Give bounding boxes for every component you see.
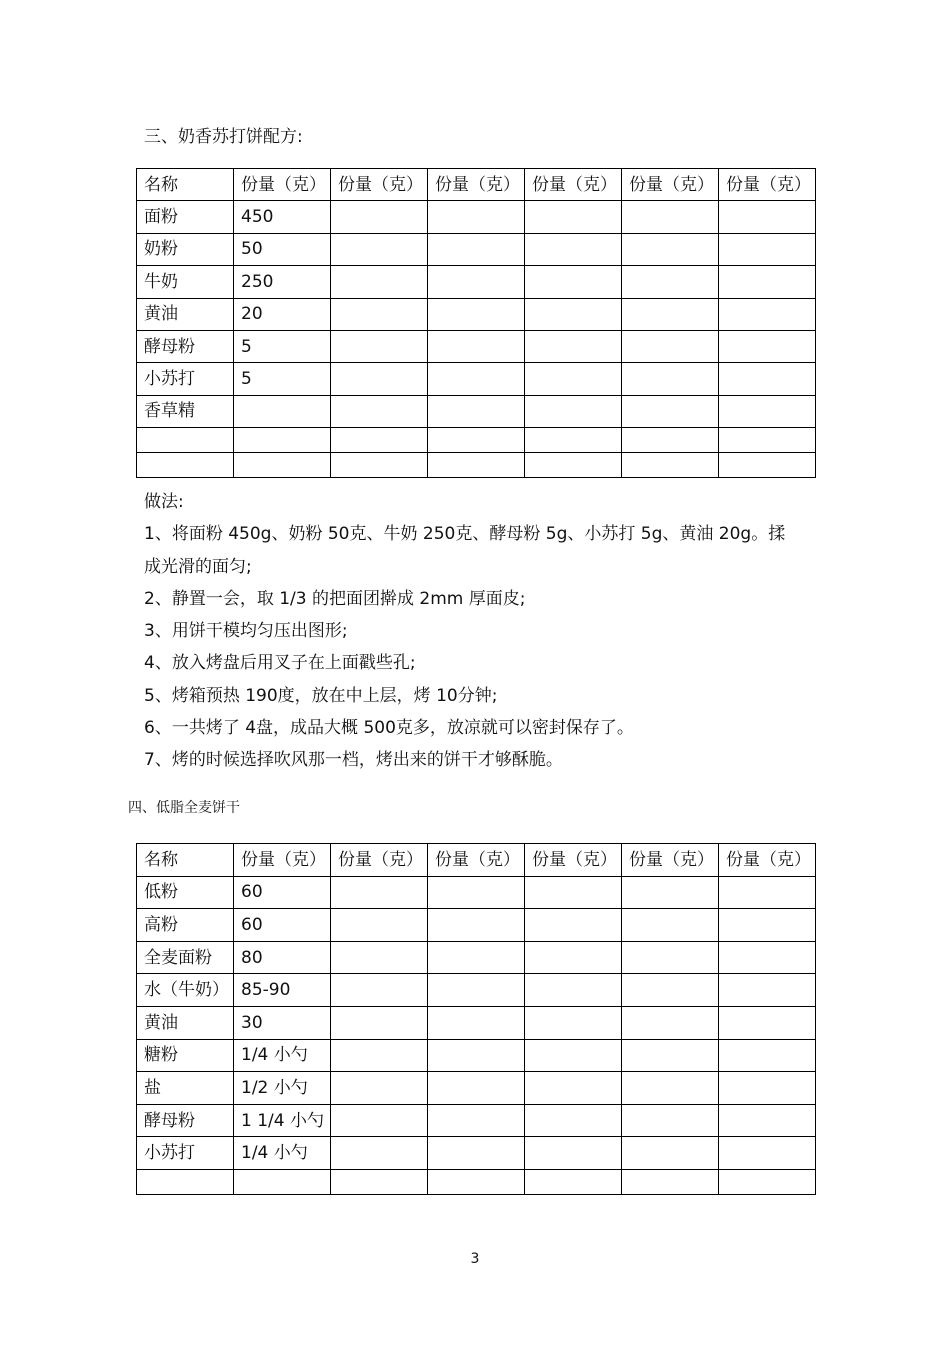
header-amount: 份量（克） [234, 169, 331, 201]
ingredient-name: 小苏打 [137, 1137, 234, 1170]
table-row [137, 1006, 816, 1039]
ingredient-name: 酵母粉 [137, 1104, 234, 1137]
table-row [137, 1072, 816, 1105]
table-row-empty [137, 428, 816, 453]
ingredient-amount: 85-90 [234, 974, 331, 1007]
table-row [137, 1039, 816, 1072]
ingredient-name: 香草精 [137, 395, 234, 427]
ingredient-amount: 1/2 小勺 [234, 1072, 331, 1105]
table-row [137, 1137, 816, 1170]
header-amount: 份量（克） [719, 169, 816, 201]
table-row [137, 201, 816, 233]
ingredient-name: 低粉 [137, 876, 234, 909]
method-step: 6、一共烤了 4盘，成品大概 500克多，放凉就可以密封保存了。 [144, 718, 634, 739]
header-amount: 份量（克） [331, 844, 428, 877]
ingredient-amount: 5 [234, 363, 331, 395]
ingredient-name: 盐 [137, 1072, 234, 1105]
ingredient-amount: 60 [234, 909, 331, 942]
table-header-row [137, 844, 816, 877]
ingredient-name: 酵母粉 [137, 330, 234, 362]
method-title: 做法: [144, 492, 184, 512]
ingredient-amount: 50 [234, 233, 331, 265]
header-name: 名称 [137, 844, 234, 877]
ingredient-name: 全麦面粉 [137, 941, 234, 974]
ingredient-amount: 250 [234, 266, 331, 298]
table-row [137, 330, 816, 362]
header-amount: 份量（克） [622, 169, 719, 201]
recipe-table-whole-wheat-biscuit [136, 843, 816, 1195]
header-amount: 份量（克） [428, 169, 525, 201]
ingredient-name: 黄油 [137, 1006, 234, 1039]
ingredient-amount: 5 [234, 330, 331, 362]
table-row [137, 233, 816, 265]
ingredient-name: 面粉 [137, 201, 234, 233]
header-amount: 份量（克） [622, 844, 719, 877]
method-section [144, 486, 814, 777]
method-step: 成光滑的面匀; [144, 556, 252, 577]
table-row [137, 941, 816, 974]
table-row [137, 298, 816, 330]
section3-title: 三、奶香苏打饼配方: [144, 127, 303, 147]
table-row [137, 974, 816, 1007]
ingredient-name: 水（牛奶） [137, 974, 234, 1007]
section4-title: 四、低脂全麦饼干 [128, 800, 240, 816]
ingredient-amount: 450 [234, 201, 331, 233]
ingredient-amount: 30 [234, 1006, 331, 1039]
recipe-table-soda-cracker [136, 168, 816, 478]
table-row [137, 395, 816, 427]
table-row-empty [137, 1169, 816, 1194]
table-row [137, 1104, 816, 1137]
ingredient-name: 糖粉 [137, 1039, 234, 1072]
ingredient-name: 牛奶 [137, 266, 234, 298]
method-step: 2、静置一会，取 1/3 的把面团擀成 2mm 厚面皮; [144, 588, 526, 609]
table-row [137, 266, 816, 298]
method-step: 5、烤箱预热 190度，放在中上层，烤 10分钟; [144, 685, 498, 706]
header-amount: 份量（克） [428, 844, 525, 877]
header-name: 名称 [137, 169, 234, 201]
ingredient-amount: 1/4 小勺 [234, 1137, 331, 1170]
table-row [137, 363, 816, 395]
page-number: 3 [470, 1251, 480, 1267]
table-row [137, 909, 816, 942]
method-step: 3、用饼干模均匀压出图形; [144, 621, 348, 642]
header-amount: 份量（克） [525, 169, 622, 201]
ingredient-amount: 1 1/4 小勺 [234, 1104, 331, 1137]
ingredient-amount: 1/4 小勺 [234, 1039, 331, 1072]
ingredient-amount: 80 [234, 941, 331, 974]
header-amount: 份量（克） [719, 844, 816, 877]
method-step: 4、放入烤盘后用叉子在上面戳些孔; [144, 653, 416, 674]
ingredient-name: 黄油 [137, 298, 234, 330]
ingredient-amount: 60 [234, 876, 331, 909]
ingredient-amount: 20 [234, 298, 331, 330]
ingredient-name: 高粉 [137, 909, 234, 942]
ingredient-name: 奶粉 [137, 233, 234, 265]
ingredient-name: 小苏打 [137, 363, 234, 395]
method-step: 1、将面粉 450g、奶粉 50克、牛奶 250克、酵母粉 5g、小苏打 5g、黄油 20g。揉 [144, 524, 786, 545]
table-row-empty [137, 453, 816, 478]
header-amount: 份量（克） [234, 844, 331, 877]
method-step: 7、烤的时候选择吹风那一档，烤出来的饼干才够酥脆。 [144, 750, 563, 771]
header-amount: 份量（克） [525, 844, 622, 877]
table-header-row [137, 169, 816, 201]
table-row [137, 876, 816, 909]
header-amount: 份量（克） [331, 169, 428, 201]
ingredient-amount [234, 395, 331, 427]
